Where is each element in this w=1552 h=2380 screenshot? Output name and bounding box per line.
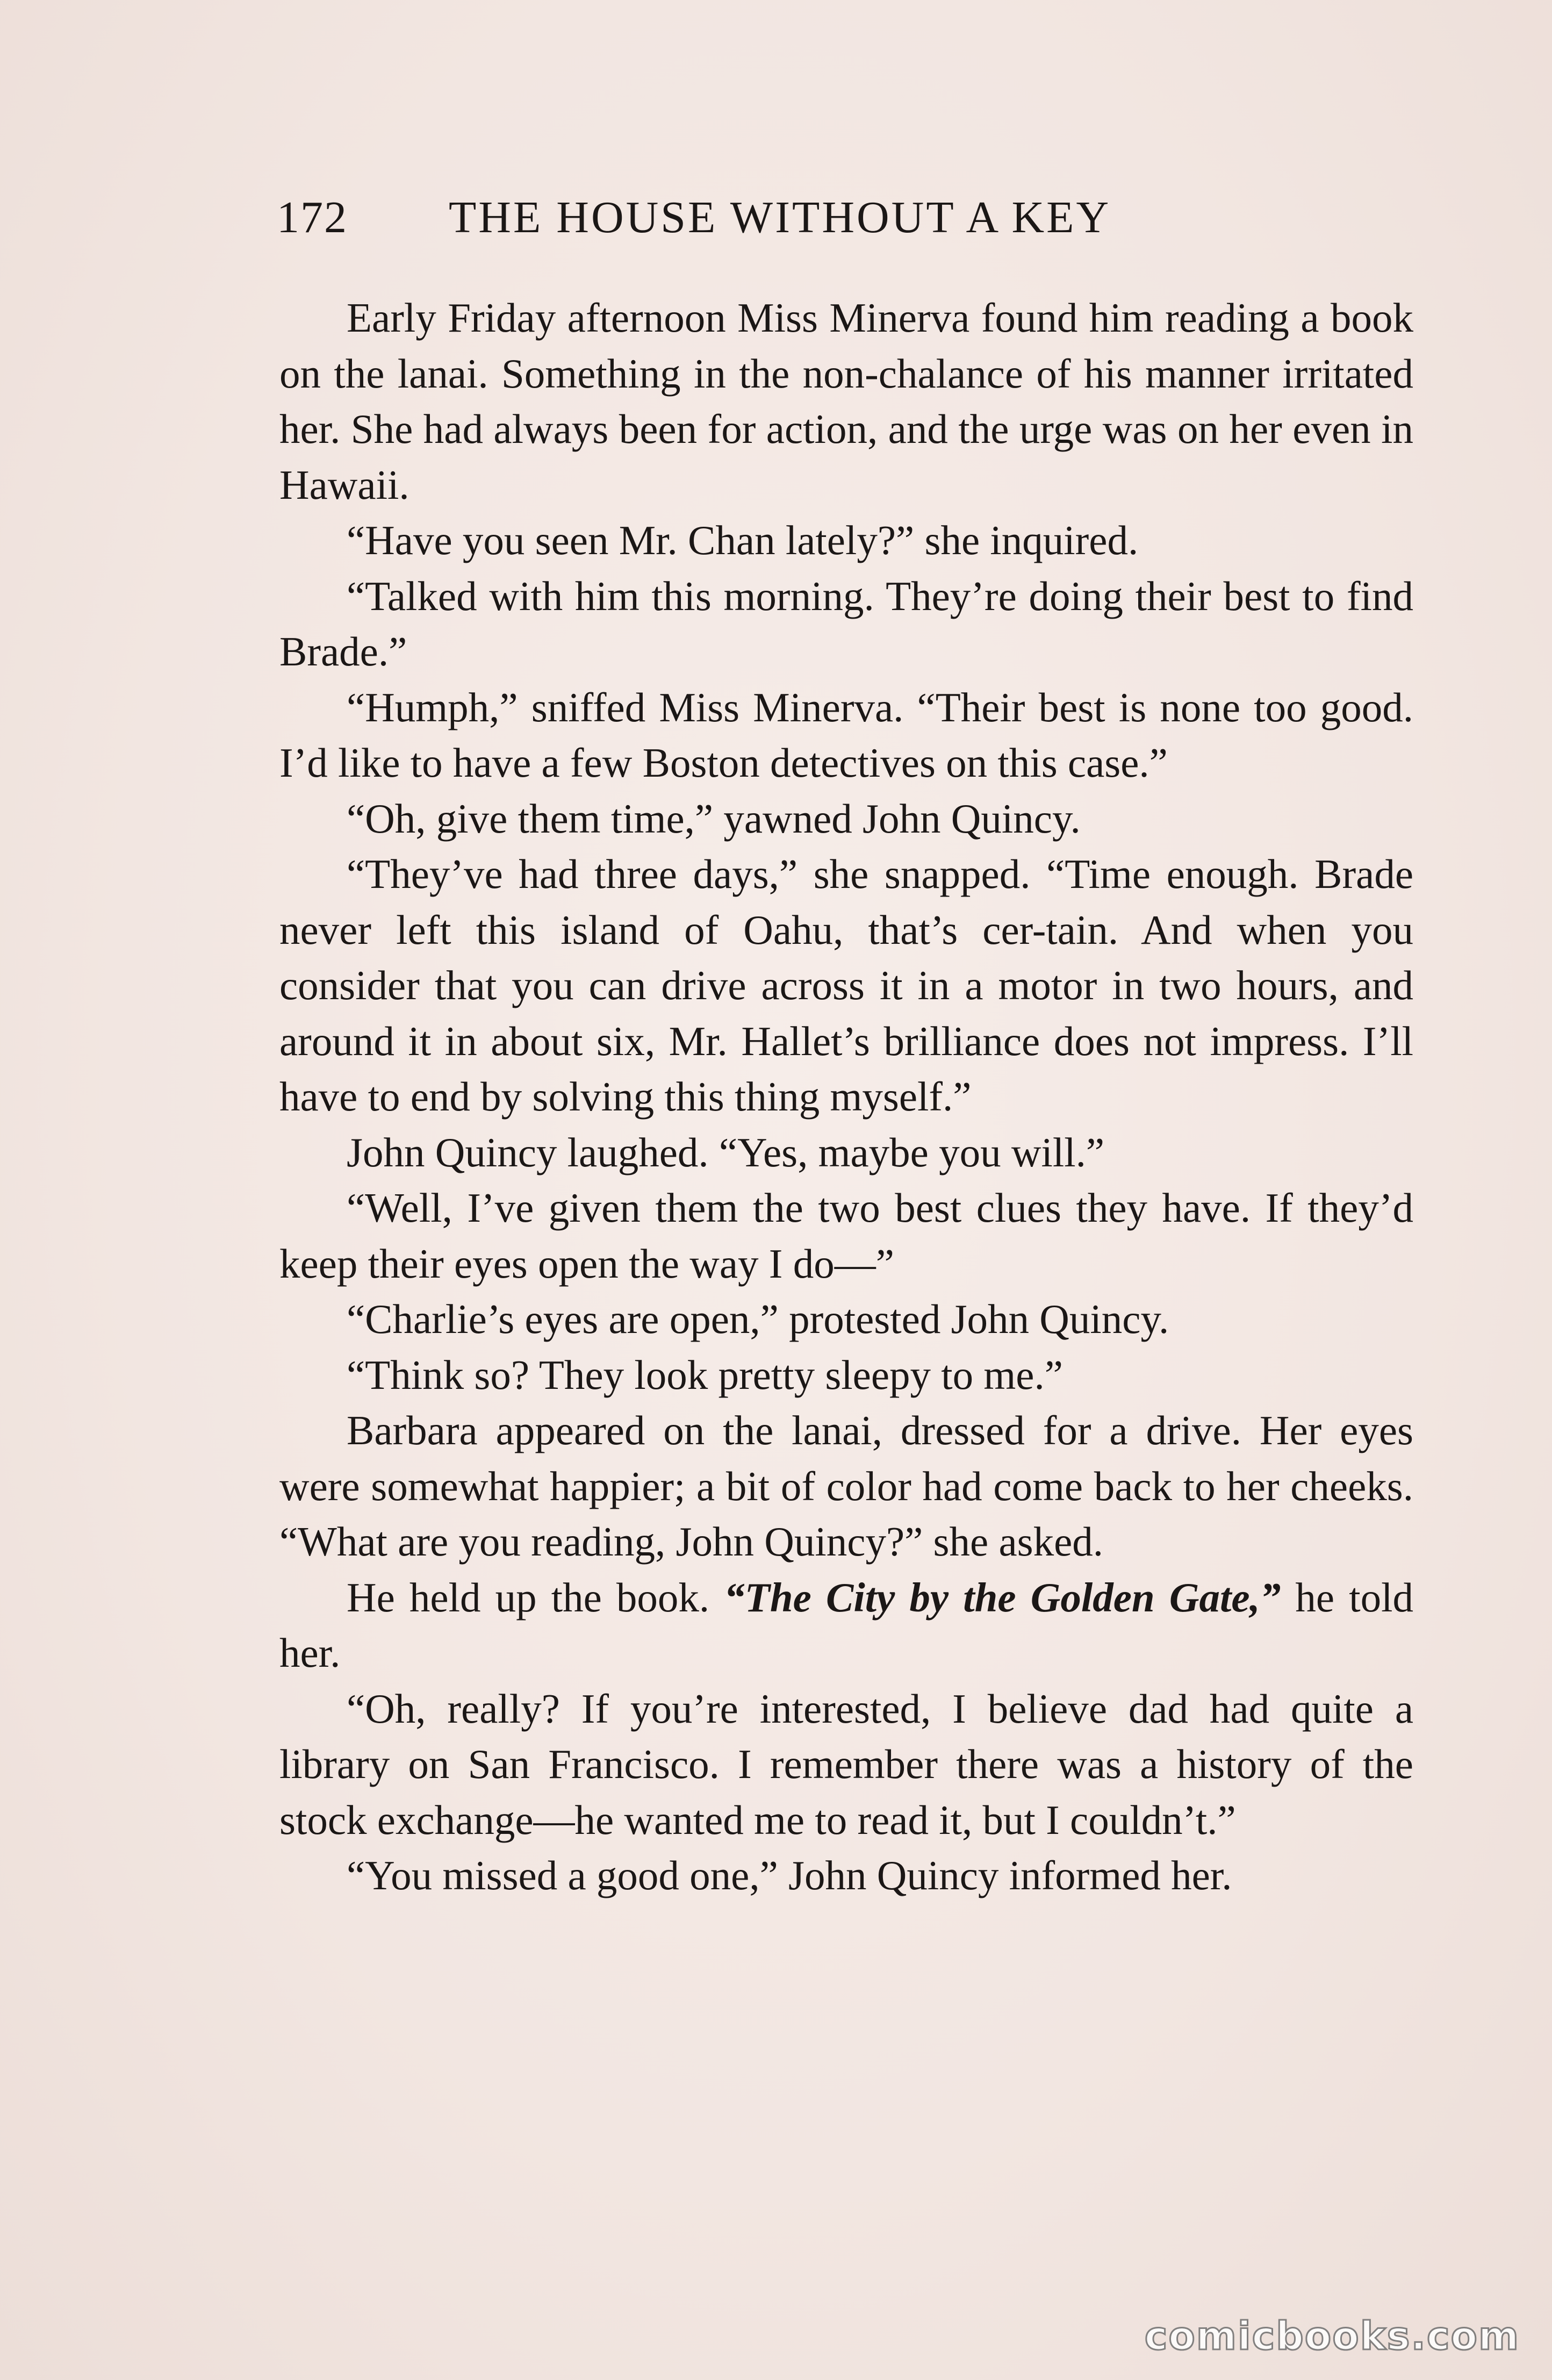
paragraph: “Well, I’ve given them the two best clues they have. If they’d keep their eyes open the way I do—” — [279, 1185, 1413, 1287]
page-number: 172 — [277, 192, 348, 242]
paragraph: “Oh, really? If you’re interested, I believe dad had quite a library on San Francisco. I remember there was a history of the stock exchange—he wanted me to read it, but I couldn’t.” — [279, 1685, 1413, 1843]
paragraph: “Oh, give them time,” yawned John Quincy. — [347, 795, 1081, 842]
paragraph: John Quincy laughed. “Yes, maybe you will.” — [347, 1129, 1105, 1175]
paragraph: “They’ve had three days,” she snapped. “Time enough. Brade never left this island of Oahu, that’s cer-tain. And when you consider that you can drive across it in a motor in two hours, and around it in about six, Mr. Hallet’s brilliance does not impress. I’ll have to end by solving this thing myself.” — [279, 851, 1413, 1120]
paragraph: “Charlie’s eyes are open,” protested John Quincy. — [347, 1296, 1169, 1342]
paragraph: “Talked with him this morning. They’re doing their best to find Brade.” — [279, 572, 1413, 675]
paragraph: Early Friday afternoon Miss Minerva found him reading a book on the lanai. Something in the non-chalance of his manner irritated her. She had always been for action, and the urge was on her even in Hawaii. — [279, 295, 1413, 508]
paragraph: Barbara appeared on the lanai, dressed for a drive. Her eyes were somewhat happier; a bit of color had come back to her cheeks. “What are you reading, John Quincy?” she asked. — [279, 1407, 1413, 1565]
paragraph: “Think so? They look pretty sleepy to me.” — [347, 1351, 1063, 1398]
page-header — [277, 185, 1416, 250]
book-title: “The City by the Golden Gate,” — [724, 1574, 1281, 1621]
book-sentence-after: he told her. — [279, 1574, 1413, 1676]
running-title: THE HOUSE WITHOUT A KEY — [449, 192, 1111, 242]
watermark-logo: comicbooks.com — [1144, 2313, 1520, 2359]
paragraph: “Have you seen Mr. Chan lately?” she inquired. — [347, 517, 1139, 563]
paragraph: “You missed a good one,” John Quincy informed her. — [347, 1852, 1232, 1898]
book-sentence-before: He held up the book. — [347, 1574, 724, 1621]
paragraph: “Humph,” sniffed Miss Minerva. “Their best is none too good. I’d like to have a few Boston detectives on this case.” — [279, 684, 1413, 786]
paragraph-book-title — [279, 1570, 1413, 1681]
body-text — [279, 290, 1413, 1904]
